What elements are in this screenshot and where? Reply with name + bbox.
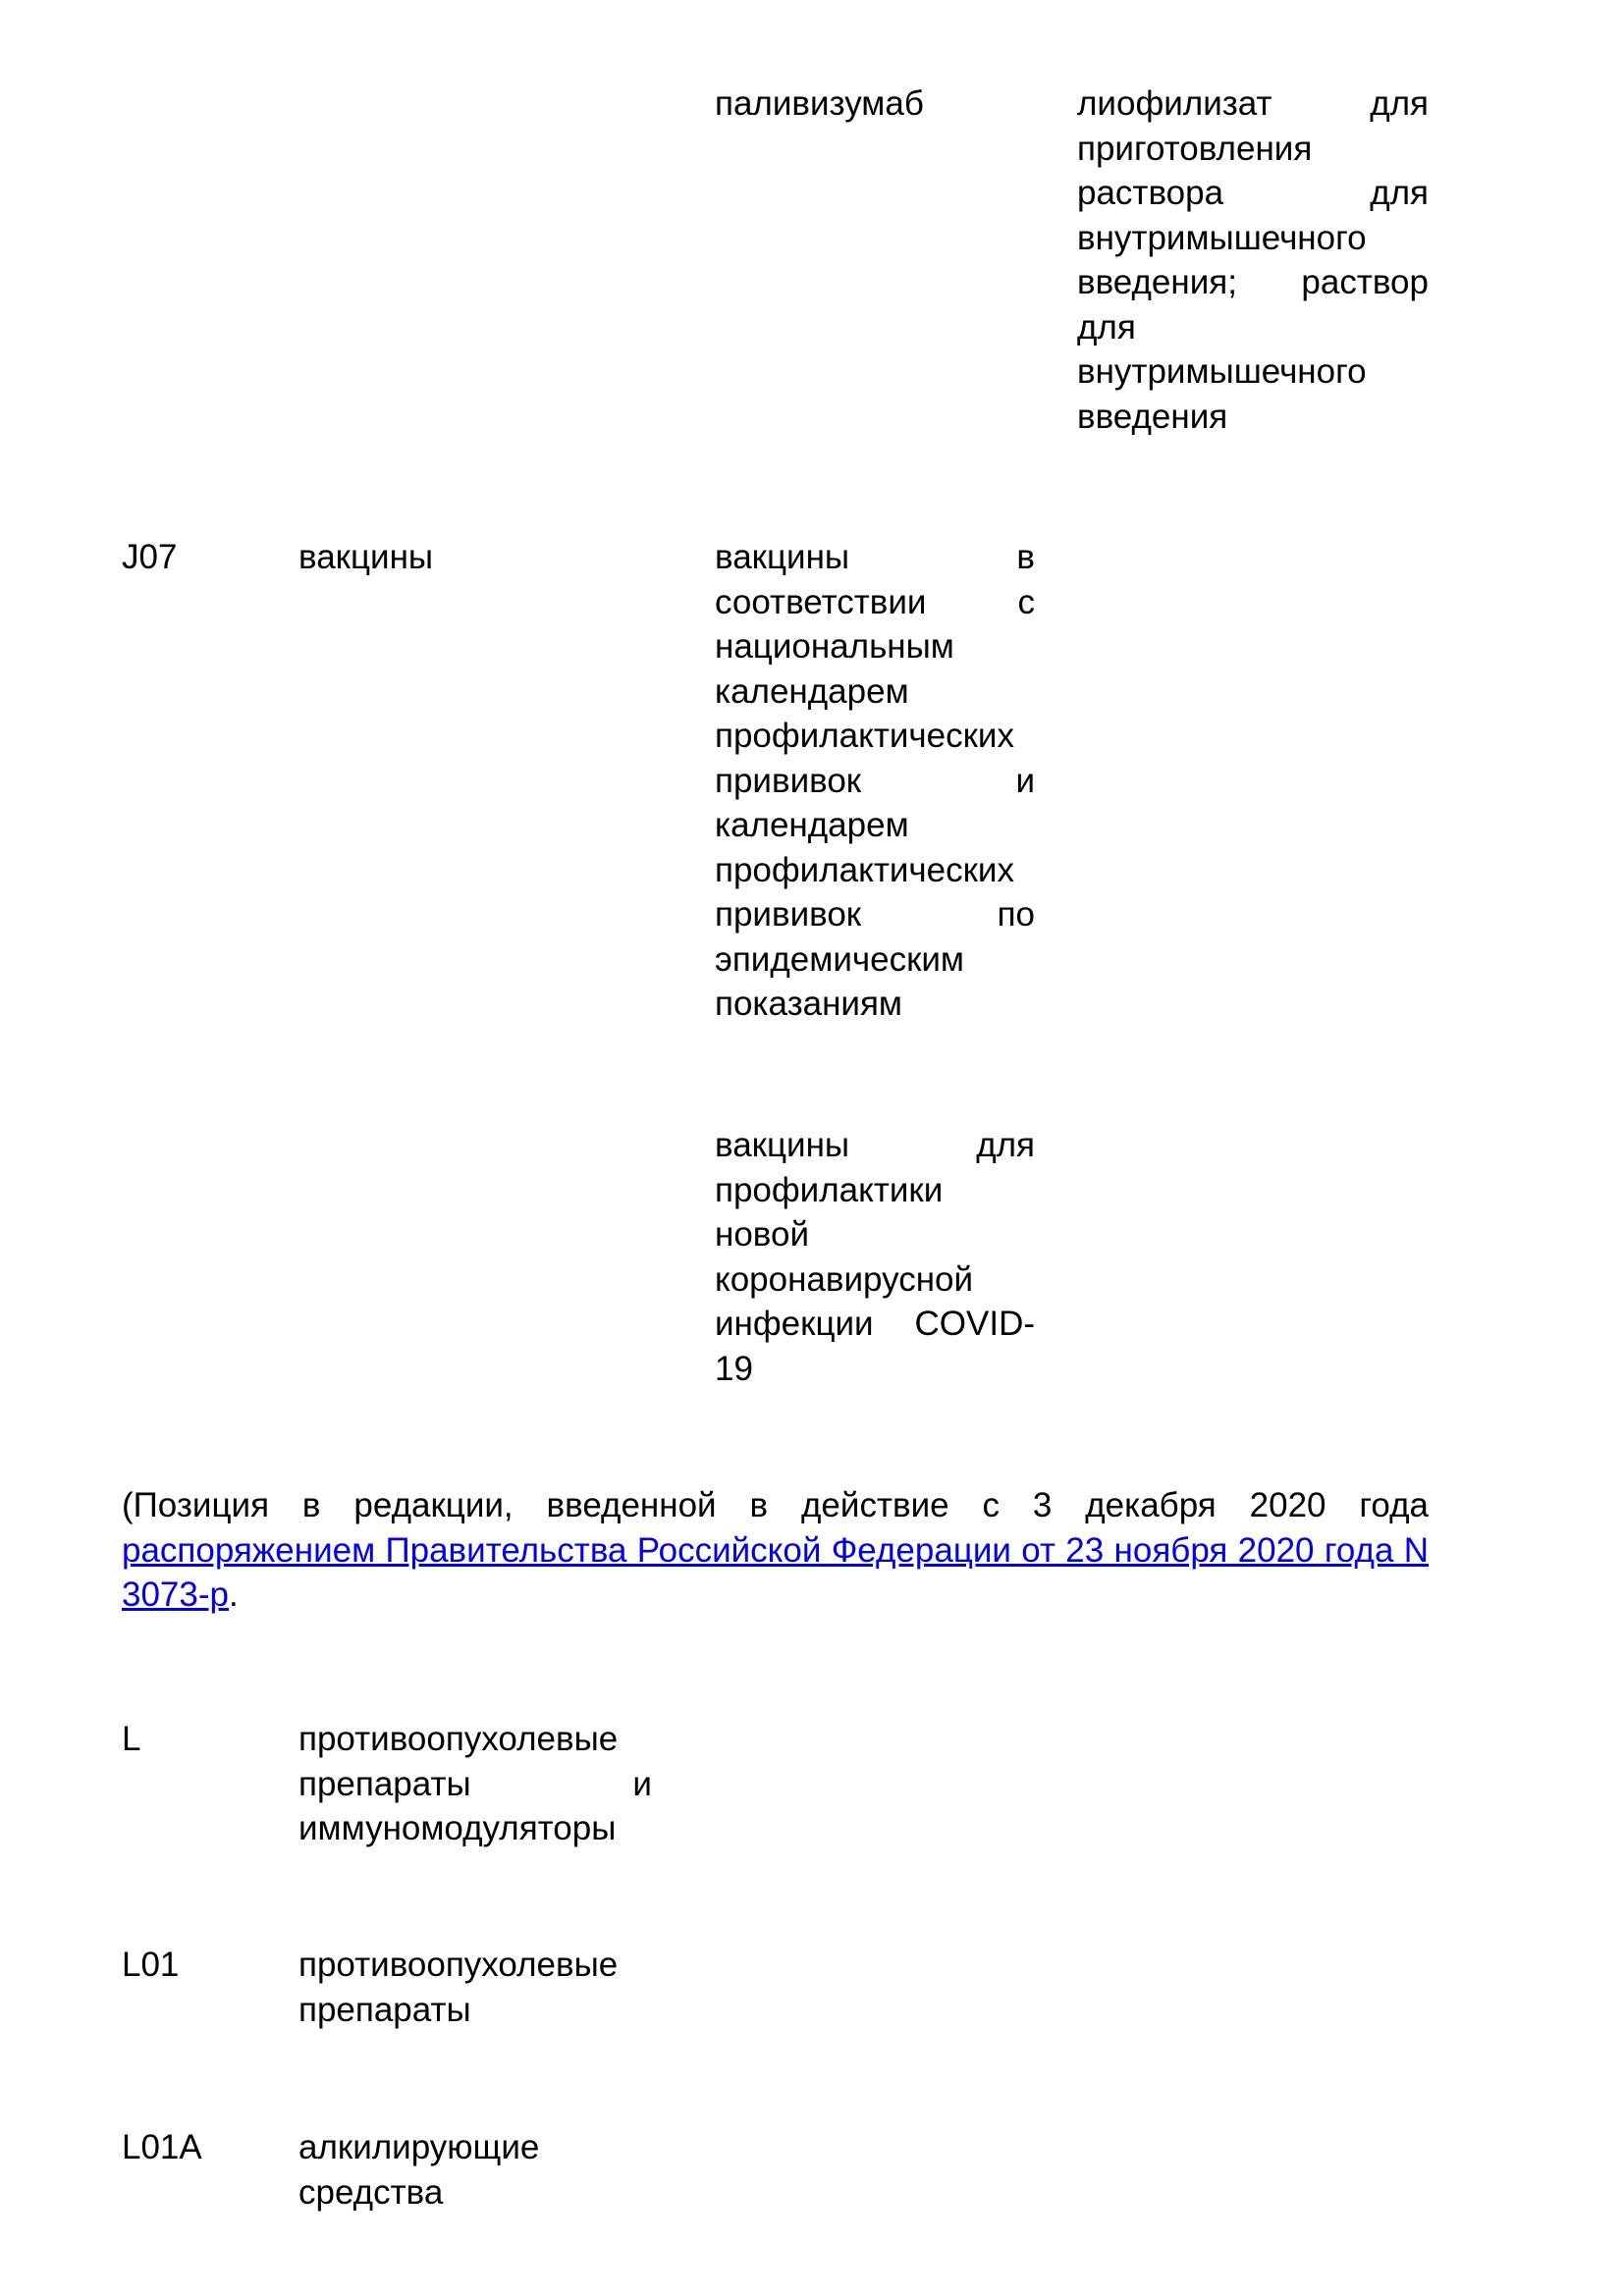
inn-vaccines-covid19: вакцины для профилактики новой коронавирусной инфекции COVID-19: [715, 1126, 1035, 1388]
decree-link[interactable]: распоряжением Правительства Российской Федерации от 23 ноября 2020 года N 3073-р: [122, 1530, 1429, 1614]
atc-code-l01: L01: [122, 1946, 180, 1984]
amendment-note: [122, 1483, 1429, 1618]
atc-code-l: L: [122, 1720, 141, 1758]
atc-group-l: противоопухолевые препараты и иммуномодуляторы: [298, 1720, 652, 1847]
inn-vaccines-national-calendar: вакцины в соответствии с национальным календарем профилактических прививок и календарем профилактических прививок по эпидемическим показаниям: [715, 538, 1035, 1023]
amendment-note-text: (Позиция в редакции, введенной в действие с 3 декабря 2020 года: [122, 1486, 1429, 1524]
atc-group-l01a: алкилирующие средства: [298, 2128, 540, 2212]
atc-code-j07: J07: [122, 538, 178, 576]
inn-palivizumab: паливизумаб: [715, 84, 924, 123]
dosage-form-palivizumab: лиофилизат для приготовления раствора для внутримышечного введения; раствор для внутримышечного введения: [1077, 84, 1429, 436]
atc-group-l01: противоопухолевые препараты: [298, 1946, 619, 2029]
atc-code-l01a: L01A: [122, 2128, 202, 2166]
amendment-note-end: .: [228, 1575, 239, 1614]
atc-group-j07: вакцины: [298, 538, 434, 576]
